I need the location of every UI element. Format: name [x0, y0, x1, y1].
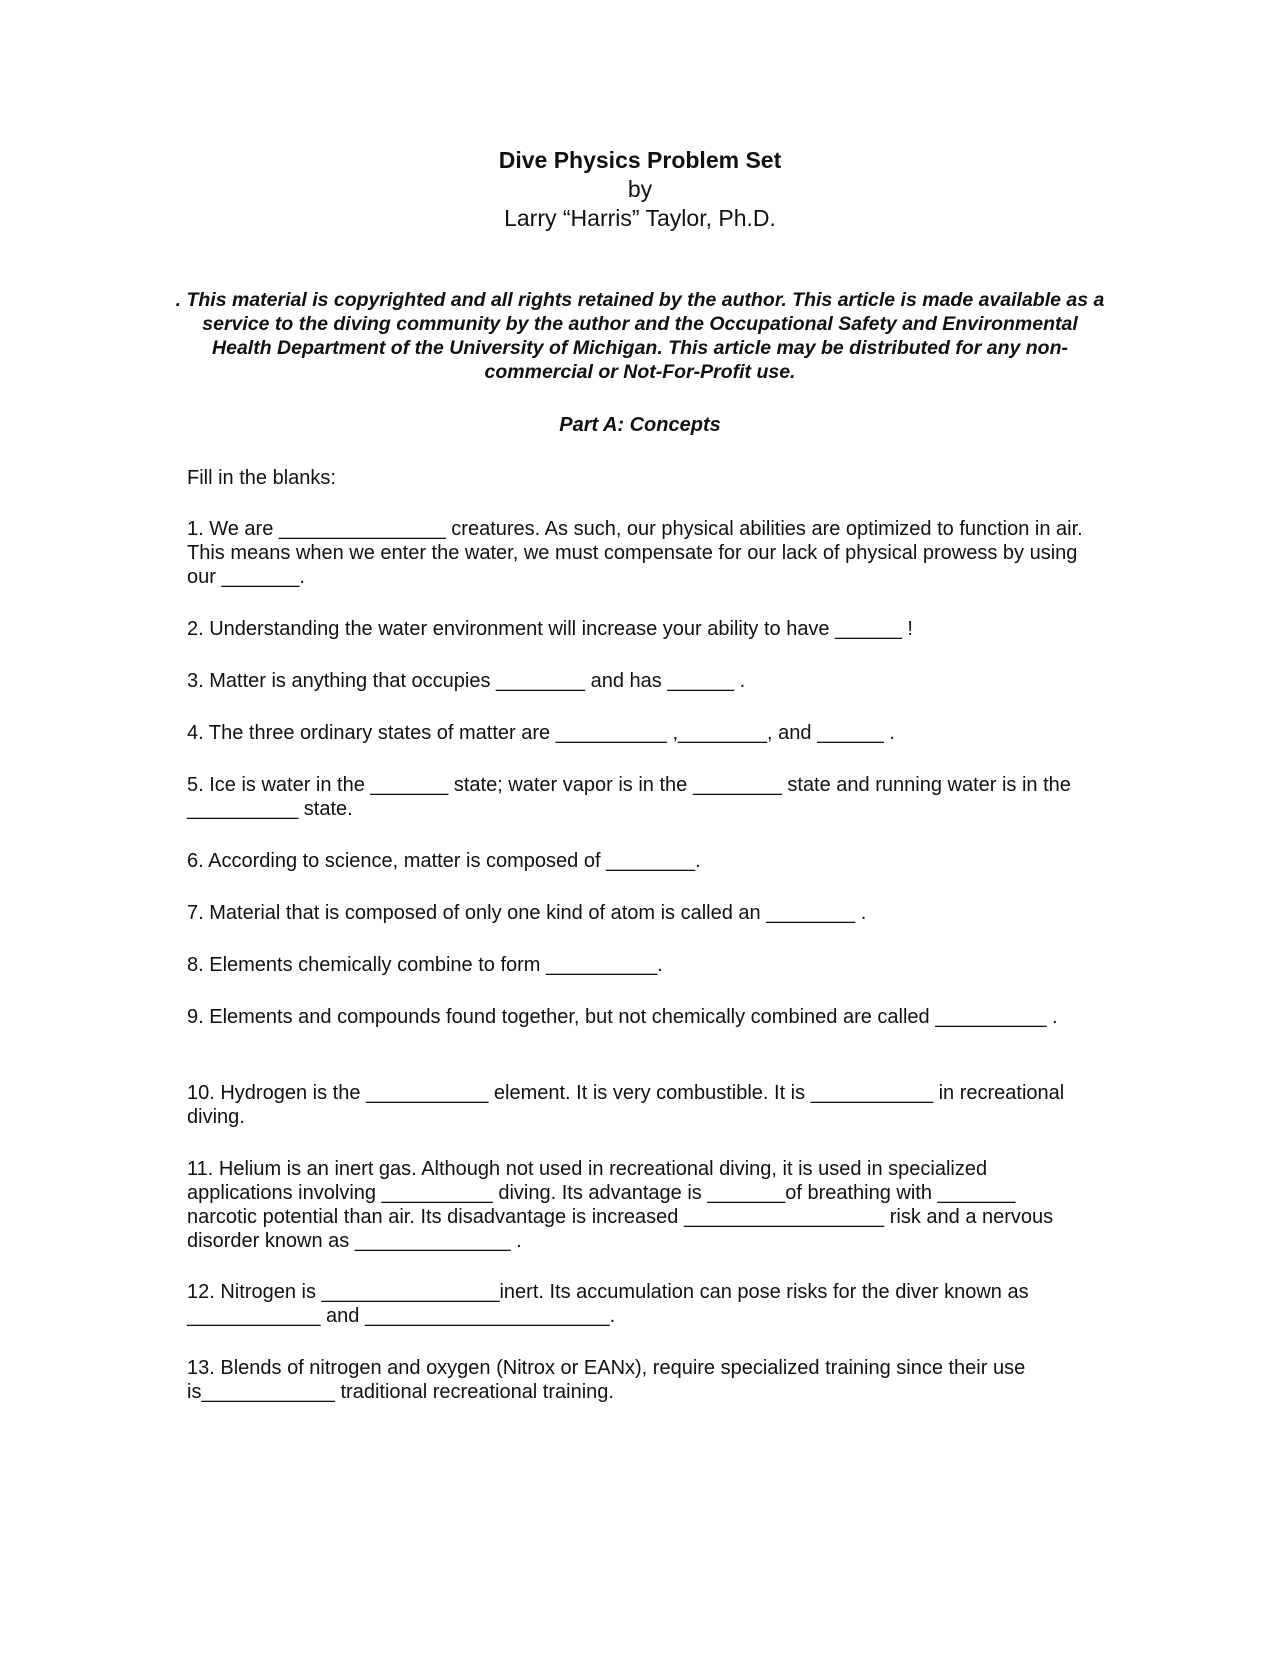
- section-heading: Part A: Concepts: [559, 414, 721, 436]
- question-3: 3. Matter is anything that occupies ________ and has ______ .: [187, 670, 746, 692]
- document-title: Dive Physics Problem Set: [498, 147, 782, 173]
- question-2: 2. Understanding the water environment will increase your ability to have ______ !: [187, 618, 913, 640]
- byline-by: by: [627, 176, 653, 202]
- instructions: Fill in the blanks:: [187, 467, 336, 489]
- question-7: 7. Material that is composed of only one kind of atom is called an ________ .: [187, 902, 867, 924]
- question-4: 4. The three ordinary states of matter are __________ ,________, and ______ .: [187, 722, 895, 744]
- question-1: 1. We are _______________ creatures. As such, our physical abilities are optimized to function in air. This means when we enter the water, we must compensate for our lack of physical prowess by using our _______.: [187, 518, 1083, 588]
- question-13: 13. Blends of nitrogen and oxygen (Nitrox or EANx), require specialized training since their use is____________ traditional recreational training.: [187, 1357, 1026, 1403]
- question-10: 10. Hydrogen is the ___________ element. It is very combustible. It is ___________ in recreational diving.: [187, 1082, 1065, 1128]
- question-6: 6. According to science, matter is composed of ________.: [187, 850, 701, 872]
- question-12: 12. Nitrogen is ________________inert. Its accumulation can pose risks for the diver known as ____________ and ______________________.: [187, 1281, 1029, 1327]
- question-11: 11. Helium is an inert gas. Although not used in recreational diving, it is used in specialized applications involving __________ diving. Its advantage is _______of breathing with _______ narcotic potential than air. Its disadvantage is increased __________________ risk and a nervous disorder known as ______________ .: [187, 1158, 1054, 1252]
- title-block: [0, 146, 1280, 233]
- question-9: 9. Elements and compounds found together, but not chemically combined are called __________ .: [187, 1006, 1058, 1028]
- author-name: Larry “Harris” Taylor, Ph.D.: [504, 205, 776, 231]
- question-5: 5. Ice is water in the _______ state; water vapor is in the ________ state and running water is in the __________ state.: [187, 774, 1071, 820]
- question-8: 8. Elements chemically combine to form __________.: [187, 954, 663, 976]
- copyright-notice: . This material is copyrighted and all rights retained by the author. This article is made available as a service to the diving community by the author and the Occupational Safety and Environmental Health Department of the University of Michigan. This article may be distributed for any non-commercial or Not-For-Profit use.: [175, 289, 1105, 383]
